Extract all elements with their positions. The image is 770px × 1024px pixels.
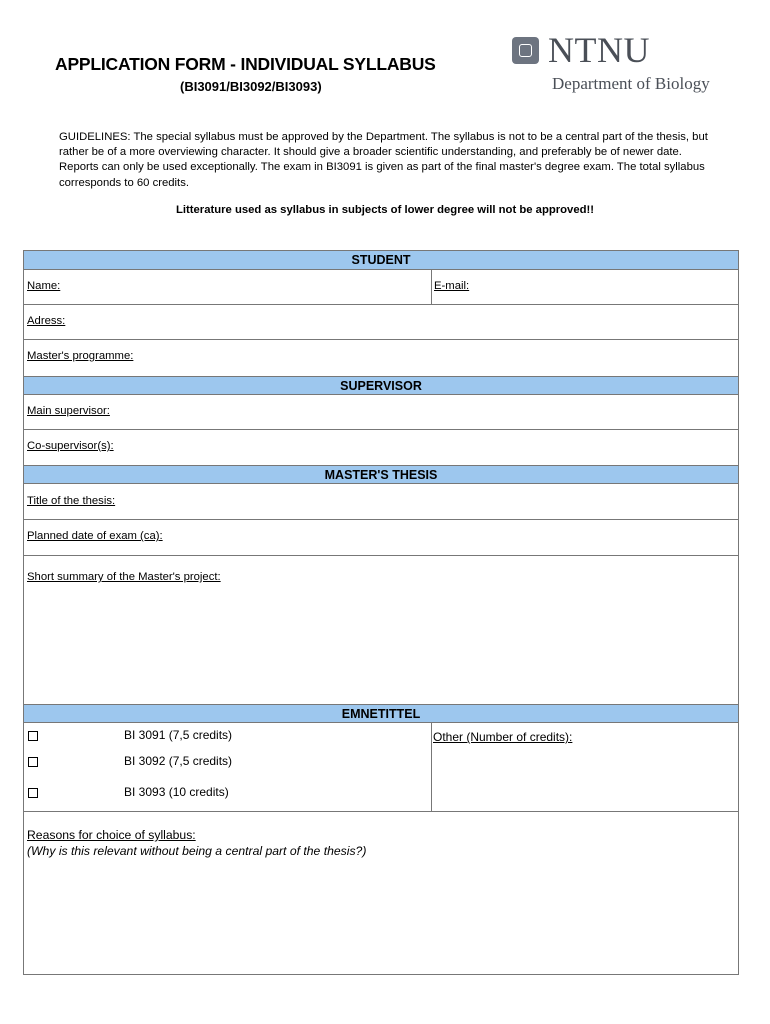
co-supervisor-field[interactable] <box>24 430 738 465</box>
exam-date-label: Planned date of exam (ca): <box>27 530 163 542</box>
name-field[interactable] <box>24 305 738 340</box>
warning-text: Litterature used as syllabus in subjects of lower degree will not be approved!! <box>175 204 595 216</box>
other-credits-label[interactable]: Other (Number of credits): <box>433 730 573 744</box>
supervisor-section-header: SUPERVISOR <box>24 376 738 395</box>
ntnu-logo-icon <box>512 37 539 64</box>
summary-label: Short summary of the Master's project: <box>27 571 221 583</box>
divider <box>431 270 432 304</box>
bi3091-checkbox[interactable] <box>28 731 38 741</box>
emnetittel-section-header: EMNETITTEL <box>24 704 738 723</box>
reasons-hint: (Why is this relevant without being a central part of the thesis?) <box>27 844 367 858</box>
course-options-row <box>24 723 738 812</box>
student-section-header: STUDENT <box>24 251 738 270</box>
summary-field[interactable] <box>24 556 738 704</box>
department-name: Department of Biology <box>552 74 710 93</box>
programme-field[interactable] <box>24 340 738 376</box>
exam-date-field[interactable] <box>24 520 738 556</box>
name-email-row <box>24 270 738 305</box>
co-supervisor-label: Co-supervisor(s): <box>27 440 114 452</box>
thesis-title-field[interactable] <box>24 484 738 520</box>
bi3093-label: BI 3093 (10 credits) <box>124 785 229 799</box>
divider <box>431 723 432 811</box>
reasons-field[interactable] <box>27 827 366 859</box>
name-label: Name: <box>27 280 61 292</box>
thesis-title-label: Title of the thesis: <box>27 495 116 507</box>
form-title: APPLICATION FORM - INDIVIDUAL SYLLABUS <box>55 54 436 74</box>
bi3091-label: BI 3091 (7,5 credits) <box>124 728 233 742</box>
main-supervisor-label: Main supervisor: <box>27 405 110 417</box>
form-subtitle: (BI3091/BI3092/BI3093) <box>180 79 322 94</box>
programme-label: Master's programme: <box>27 350 134 362</box>
thesis-section-header: MASTER'S THESIS <box>24 465 738 484</box>
email-label: E-mail: <box>434 280 470 292</box>
bi3092-label: BI 3092 (7,5 credits) <box>124 754 233 768</box>
main-supervisor-field[interactable] <box>24 395 738 430</box>
address-label: Adress: <box>27 315 66 327</box>
application-form <box>23 250 739 975</box>
bi3092-checkbox[interactable] <box>28 757 38 767</box>
reasons-label: Reasons for choice of syllabus: <box>27 828 196 842</box>
guidelines-text: GUIDELINES: The special syllabus must be approved by the Department. The syllabus is not to be a central part of the thesis, but rather be of a more overviewing character. It should give a broader scientific understanding, and preferably be of newer date. Reports can only be used exceptionally. The exam in BI3091 is given as part of the final master's degree exam. The total syllabus corresponds to 60 credits. <box>59 131 708 189</box>
bi3093-checkbox[interactable] <box>28 788 38 798</box>
ntnu-logo-text: NTNU <box>548 30 650 70</box>
